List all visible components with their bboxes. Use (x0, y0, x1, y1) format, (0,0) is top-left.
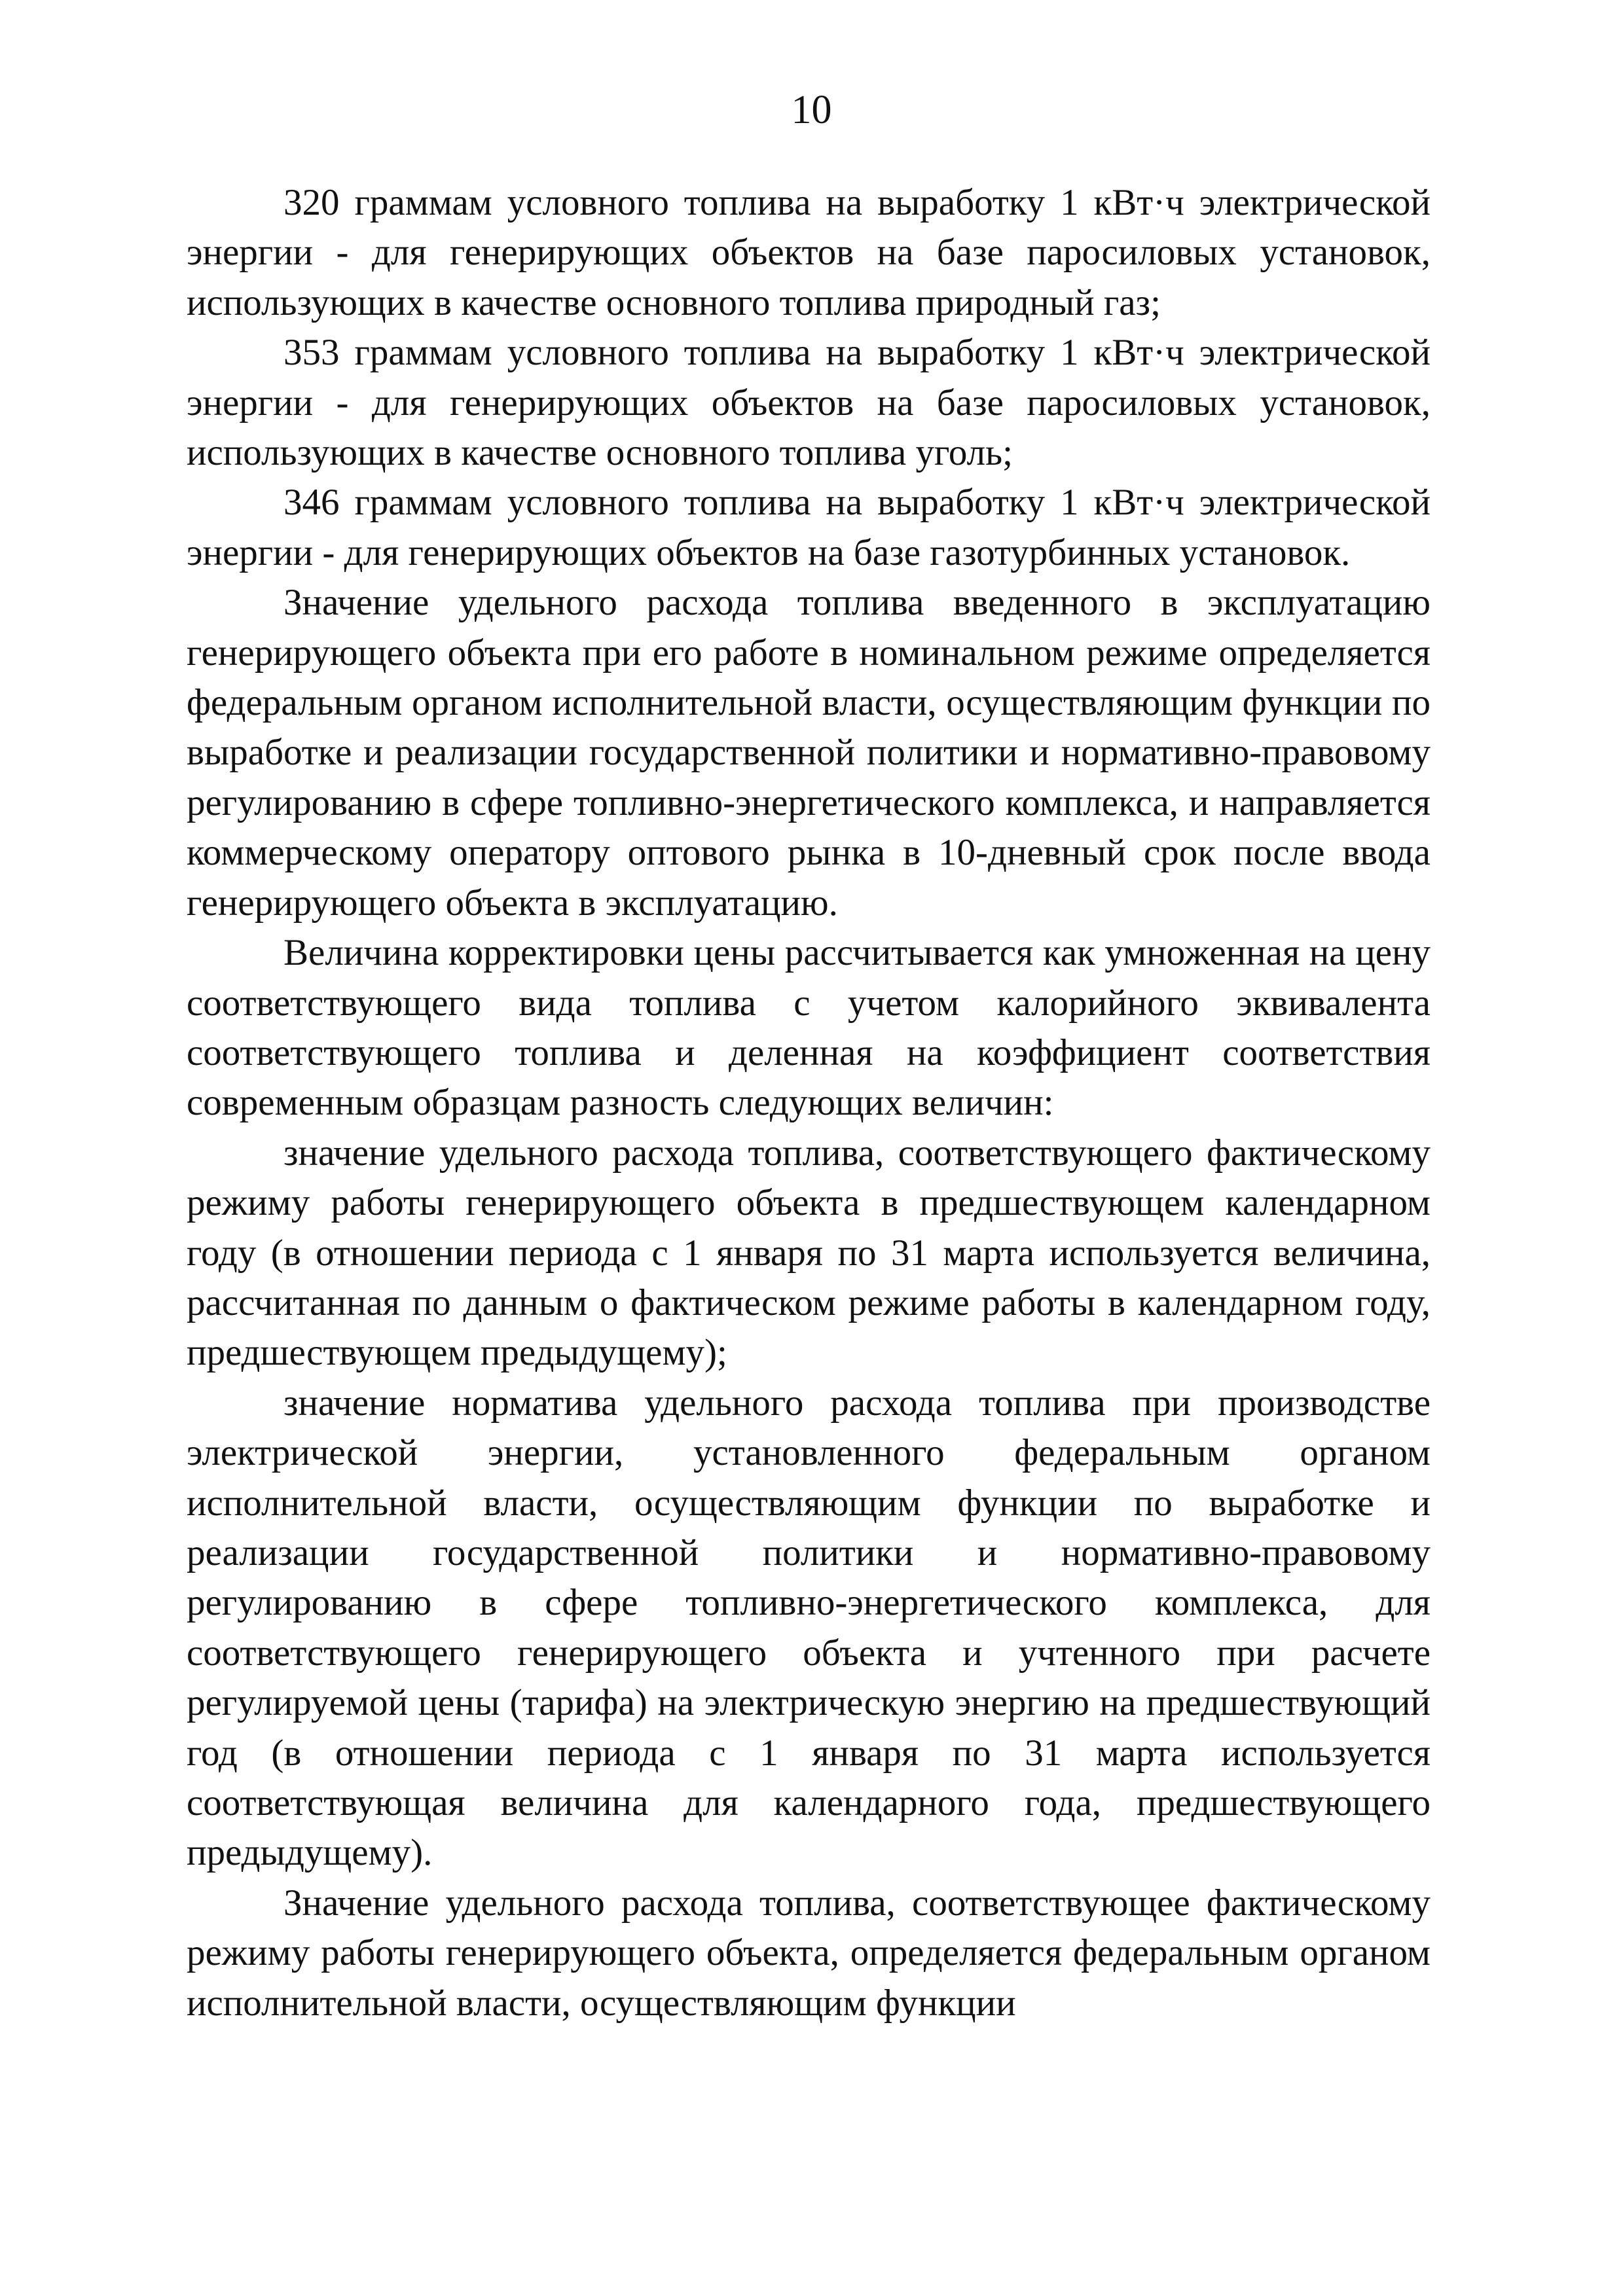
paragraph-actual-consumption: значение удельного расхода топлива, соответствующего фактическому режиму работы генерирующего объекта в предшествующем календарном году (в отношении периода с 1 января по 31 марта используется величина, рассчитанная по данным о фактическом режиме работы в календарном году, предшествующем предыдущему); (187, 1132, 1431, 1374)
paragraph-gas-turbine-norm: 346 граммам условного топлива на выработку 1 кВт·ч электрической энергии - для генерирующих объектов на базе газотурбинных установок. (187, 482, 1431, 573)
paragraph-coal-norm: 353 граммам условного топлива на выработку 1 кВт·ч электрической энергии - для генерирующих объектов на базе паросиловых установок, использующих в качестве основного топлива уголь; (187, 332, 1431, 474)
paragraph-gas-norm: 320 граммам условного топлива на выработку 1 кВт·ч электрической энергии - для генерирующих объектов на базе паросиловых установок, использующих в качестве основного топлива природный газ; (187, 182, 1431, 323)
page-number: 10 (791, 88, 832, 132)
paragraph-actual-consumption-definition: Значение удельного расхода топлива, соответствующее фактическому режиму работы генерирующего объекта, определяется федеральным органом исполнительной власти, осуществляющим функции (187, 1882, 1431, 2024)
paragraph-consumption-standard: значение норматива удельного расхода топлива при производстве электрической энергии, установленного федеральным органом исполнительной власти, осуществляющим функции по выработке и реализации государственной политики и нормативно-правовому регулированию в сфере топливно-энергетического комплекса, для соответствующего генерирующего объекта и учтенного при расчете регулируемой цены (тарифа) на электрическую энергию на предшествующий год (в отношении периода с 1 января по 31 марта используется соответствующая величина для календарного года, предшествующего предыдущему). (187, 1382, 1431, 1874)
paragraph-price-correction: Величина корректировки цены рассчитывается как умноженная на цену соответствующего вида топлива с учетом калорийного эквивалента соответствующего топлива и деленная на коэффициент соответствия современным образцам разность следующих величин: (187, 932, 1431, 1124)
paragraph-nominal-consumption: Значение удельного расхода топлива введенного в эксплуатацию генерирующего объекта при его работе в номинальном режиме определяется федеральным органом исполнительной власти, осуществляющим функции по выработке и реализации государственной политики и нормативно-правовому регулированию в сфере топливно-энергетического комплекса, и направляется коммерческому оператору оптового рынка в 10-дневный срок после ввода генерирующего объекта в эксплуатацию. (187, 582, 1431, 924)
body-text (187, 178, 1431, 2028)
